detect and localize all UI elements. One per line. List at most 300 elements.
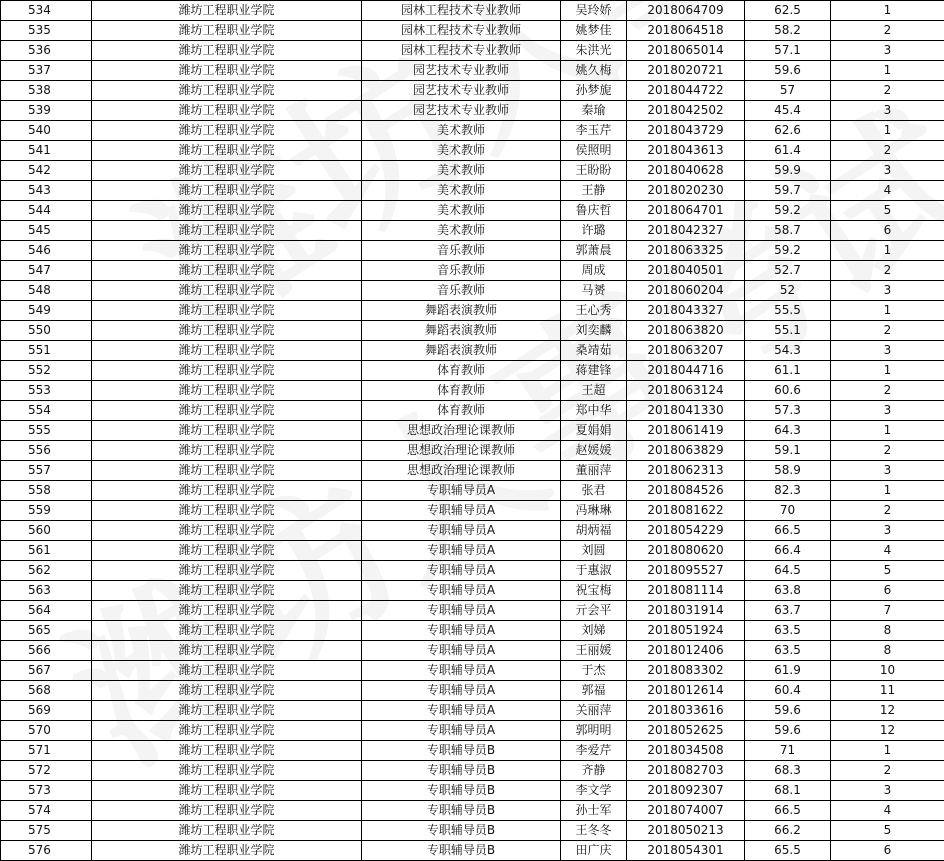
position-cell: 园林工程技术专业教师 [362, 21, 561, 41]
candidate-name-cell: 王心秀 [561, 301, 627, 321]
school-cell: 潍坊工程职业学院 [92, 201, 362, 221]
candidate-name-cell: 于惠淑 [561, 561, 627, 581]
position-cell: 园林工程技术专业教师 [362, 41, 561, 61]
exam-id-cell: 2018082703 [627, 761, 745, 781]
row-number-cell: 551 [1, 341, 92, 361]
table-row [1, 801, 944, 821]
school-cell: 潍坊工程职业学院 [92, 61, 362, 81]
rank-cell: 1 [831, 241, 944, 261]
position-cell: 美术教师 [362, 201, 561, 221]
score-cell: 62.5 [745, 1, 831, 21]
exam-id-cell: 2018081114 [627, 581, 745, 601]
rank-cell: 1 [831, 421, 944, 441]
candidate-name-cell: 姚久梅 [561, 61, 627, 81]
table-row [1, 721, 944, 741]
rank-cell: 3 [831, 461, 944, 481]
school-cell: 潍坊工程职业学院 [92, 441, 362, 461]
row-number-cell: 555 [1, 421, 92, 441]
table-row [1, 181, 944, 201]
position-cell: 音乐教师 [362, 241, 561, 261]
table-row [1, 81, 944, 101]
candidate-name-cell: 李文学 [561, 781, 627, 801]
rank-cell: 3 [831, 521, 944, 541]
school-cell: 潍坊工程职业学院 [92, 601, 362, 621]
school-cell: 潍坊工程职业学院 [92, 221, 362, 241]
score-cell: 58.2 [745, 21, 831, 41]
table-row [1, 741, 944, 761]
position-cell: 专职辅导员B [362, 741, 561, 761]
row-number-cell: 547 [1, 261, 92, 281]
school-cell: 潍坊工程职业学院 [92, 801, 362, 821]
candidate-name-cell: 田广庆 [561, 841, 627, 861]
score-cell: 60.6 [745, 381, 831, 401]
table-row [1, 201, 944, 221]
candidate-name-cell: 刘圆 [561, 541, 627, 561]
exam-id-cell: 2018081622 [627, 501, 745, 521]
school-cell: 潍坊工程职业学院 [92, 21, 362, 41]
position-cell: 专职辅导员B [362, 841, 561, 861]
position-cell: 园艺技术专业教师 [362, 81, 561, 101]
row-number-cell: 569 [1, 701, 92, 721]
exam-id-cell: 2018020721 [627, 61, 745, 81]
exam-id-cell: 2018061419 [627, 421, 745, 441]
rank-cell: 6 [831, 581, 944, 601]
rank-cell: 2 [831, 441, 944, 461]
candidate-name-cell: 姚梦佳 [561, 21, 627, 41]
score-cell: 70 [745, 501, 831, 521]
table-row [1, 441, 944, 461]
school-cell: 潍坊工程职业学院 [92, 561, 362, 581]
position-cell: 体育教师 [362, 381, 561, 401]
table-row [1, 341, 944, 361]
score-cell: 66.2 [745, 821, 831, 841]
score-cell: 61.1 [745, 361, 831, 381]
exam-id-cell: 2018083302 [627, 661, 745, 681]
rank-cell: 1 [831, 301, 944, 321]
candidate-name-cell: 王冬冬 [561, 821, 627, 841]
exam-id-cell: 2018063820 [627, 321, 745, 341]
school-cell: 潍坊工程职业学院 [92, 341, 362, 361]
candidate-name-cell: 董丽萍 [561, 461, 627, 481]
score-cell: 64.3 [745, 421, 831, 441]
row-number-cell: 566 [1, 641, 92, 661]
exam-id-cell: 2018020230 [627, 181, 745, 201]
school-cell: 潍坊工程职业学院 [92, 81, 362, 101]
row-number-cell: 536 [1, 41, 92, 61]
table-row [1, 321, 944, 341]
rank-cell: 3 [831, 341, 944, 361]
table-row [1, 581, 944, 601]
exam-id-cell: 2018041330 [627, 401, 745, 421]
position-cell: 专职辅导员A [362, 661, 561, 681]
candidate-name-cell: 亓会平 [561, 601, 627, 621]
score-cell: 68.1 [745, 781, 831, 801]
candidate-name-cell: 吴玲娇 [561, 1, 627, 21]
row-number-cell: 573 [1, 781, 92, 801]
position-cell: 专职辅导员A [362, 721, 561, 741]
candidate-name-cell: 王静 [561, 181, 627, 201]
position-cell: 专职辅导员B [362, 821, 561, 841]
row-number-cell: 575 [1, 821, 92, 841]
rank-cell: 5 [831, 561, 944, 581]
school-cell: 潍坊工程职业学院 [92, 301, 362, 321]
row-number-cell: 564 [1, 601, 92, 621]
school-cell: 潍坊工程职业学院 [92, 741, 362, 761]
table-row [1, 641, 944, 661]
candidate-name-cell: 郭萧晨 [561, 241, 627, 261]
position-cell: 专职辅导员A [362, 481, 561, 501]
school-cell: 潍坊工程职业学院 [92, 101, 362, 121]
exam-id-cell: 2018064701 [627, 201, 745, 221]
exam-id-cell: 2018050213 [627, 821, 745, 841]
rank-cell: 1 [831, 1, 944, 21]
candidate-name-cell: 胡炳福 [561, 521, 627, 541]
school-cell: 潍坊工程职业学院 [92, 121, 362, 141]
rank-cell: 3 [831, 781, 944, 801]
exam-id-cell: 2018043729 [627, 121, 745, 141]
table-row [1, 241, 944, 261]
table-row [1, 21, 944, 41]
candidate-name-cell: 李爱芹 [561, 741, 627, 761]
school-cell: 潍坊工程职业学院 [92, 621, 362, 641]
row-number-cell: 544 [1, 201, 92, 221]
row-number-cell: 539 [1, 101, 92, 121]
score-cell: 66.5 [745, 521, 831, 541]
score-cell: 64.5 [745, 561, 831, 581]
score-cell: 59.2 [745, 241, 831, 261]
score-cell: 57.1 [745, 41, 831, 61]
table-row [1, 401, 944, 421]
exam-id-cell: 2018034508 [627, 741, 745, 761]
position-cell: 体育教师 [362, 361, 561, 381]
candidate-name-cell: 赵媛媛 [561, 441, 627, 461]
rank-cell: 2 [831, 321, 944, 341]
position-cell: 美术教师 [362, 141, 561, 161]
score-cell: 62.6 [745, 121, 831, 141]
rank-cell: 2 [831, 381, 944, 401]
row-number-cell: 541 [1, 141, 92, 161]
school-cell: 潍坊工程职业学院 [92, 641, 362, 661]
table-row [1, 261, 944, 281]
candidate-name-cell: 孙士军 [561, 801, 627, 821]
position-cell: 专职辅导员B [362, 801, 561, 821]
rank-cell: 3 [831, 41, 944, 61]
candidate-name-cell: 夏娟娟 [561, 421, 627, 441]
results-table-body [1, 1, 944, 861]
school-cell: 潍坊工程职业学院 [92, 781, 362, 801]
candidate-name-cell: 刘奕麟 [561, 321, 627, 341]
school-cell: 潍坊工程职业学院 [92, 461, 362, 481]
position-cell: 专职辅导员A [362, 681, 561, 701]
candidate-name-cell: 祝宝梅 [561, 581, 627, 601]
position-cell: 专职辅导员A [362, 701, 561, 721]
row-number-cell: 550 [1, 321, 92, 341]
school-cell: 潍坊工程职业学院 [92, 541, 362, 561]
position-cell: 体育教师 [362, 401, 561, 421]
score-cell: 66.5 [745, 801, 831, 821]
exam-id-cell: 2018095527 [627, 561, 745, 581]
position-cell: 思想政治理论课教师 [362, 421, 561, 441]
school-cell: 潍坊工程职业学院 [92, 681, 362, 701]
row-number-cell: 562 [1, 561, 92, 581]
exam-id-cell: 2018052625 [627, 721, 745, 741]
exam-id-cell: 2018062313 [627, 461, 745, 481]
school-cell: 潍坊工程职业学院 [92, 721, 362, 741]
score-cell: 71 [745, 741, 831, 761]
rank-cell: 8 [831, 641, 944, 661]
candidate-name-cell: 刘娣 [561, 621, 627, 641]
table-row [1, 41, 944, 61]
position-cell: 园艺技术专业教师 [362, 61, 561, 81]
row-number-cell: 557 [1, 461, 92, 481]
row-number-cell: 556 [1, 441, 92, 461]
school-cell: 潍坊工程职业学院 [92, 481, 362, 501]
exam-id-cell: 2018043613 [627, 141, 745, 161]
table-row [1, 561, 944, 581]
row-number-cell: 534 [1, 1, 92, 21]
score-cell: 59.7 [745, 181, 831, 201]
position-cell: 美术教师 [362, 181, 561, 201]
school-cell: 潍坊工程职业学院 [92, 421, 362, 441]
school-cell: 潍坊工程职业学院 [92, 661, 362, 681]
rank-cell: 5 [831, 201, 944, 221]
exam-id-cell: 2018043327 [627, 301, 745, 321]
table-row [1, 281, 944, 301]
rank-cell: 2 [831, 21, 944, 41]
row-number-cell: 546 [1, 241, 92, 261]
score-cell: 65.5 [745, 841, 831, 861]
candidate-name-cell: 许璐 [561, 221, 627, 241]
rank-cell: 3 [831, 161, 944, 181]
rank-cell: 3 [831, 101, 944, 121]
score-cell: 82.3 [745, 481, 831, 501]
score-cell: 63.8 [745, 581, 831, 601]
position-cell: 舞蹈表演教师 [362, 341, 561, 361]
row-number-cell: 571 [1, 741, 92, 761]
position-cell: 专职辅导员A [362, 541, 561, 561]
candidate-name-cell: 郑中华 [561, 401, 627, 421]
score-cell: 52 [745, 281, 831, 301]
table-row [1, 161, 944, 181]
school-cell: 潍坊工程职业学院 [92, 521, 362, 541]
exam-id-cell: 2018084526 [627, 481, 745, 501]
school-cell: 潍坊工程职业学院 [92, 841, 362, 861]
score-cell: 55.5 [745, 301, 831, 321]
candidate-name-cell: 齐静 [561, 761, 627, 781]
exam-id-cell: 2018063829 [627, 441, 745, 461]
school-cell: 潍坊工程职业学院 [92, 701, 362, 721]
exam-id-cell: 2018040501 [627, 261, 745, 281]
rank-cell: 3 [831, 401, 944, 421]
row-number-cell: 561 [1, 541, 92, 561]
exam-id-cell: 2018051924 [627, 621, 745, 641]
rank-cell: 1 [831, 741, 944, 761]
rank-cell: 2 [831, 501, 944, 521]
row-number-cell: 560 [1, 521, 92, 541]
position-cell: 思想政治理论课教师 [362, 441, 561, 461]
row-number-cell: 543 [1, 181, 92, 201]
candidate-name-cell: 周成 [561, 261, 627, 281]
candidate-name-cell: 马赟 [561, 281, 627, 301]
score-cell: 55.1 [745, 321, 831, 341]
position-cell: 专职辅导员A [362, 501, 561, 521]
row-number-cell: 540 [1, 121, 92, 141]
rank-cell: 2 [831, 81, 944, 101]
exam-id-cell: 2018065014 [627, 41, 745, 61]
row-number-cell: 576 [1, 841, 92, 861]
school-cell: 潍坊工程职业学院 [92, 181, 362, 201]
position-cell: 专职辅导员A [362, 561, 561, 581]
exam-id-cell: 2018092307 [627, 781, 745, 801]
position-cell: 园艺技术专业教师 [362, 101, 561, 121]
score-cell: 57.3 [745, 401, 831, 421]
position-cell: 专职辅导员A [362, 641, 561, 661]
score-cell: 60.4 [745, 681, 831, 701]
row-number-cell: 545 [1, 221, 92, 241]
candidate-name-cell: 于杰 [561, 661, 627, 681]
candidate-name-cell: 张君 [561, 481, 627, 501]
exam-id-cell: 2018033616 [627, 701, 745, 721]
school-cell: 潍坊工程职业学院 [92, 41, 362, 61]
rank-cell: 4 [831, 541, 944, 561]
table-row [1, 381, 944, 401]
exam-id-cell: 2018063124 [627, 381, 745, 401]
score-cell: 52.7 [745, 261, 831, 281]
table-row [1, 141, 944, 161]
score-cell: 61.4 [745, 141, 831, 161]
position-cell: 专职辅导员B [362, 781, 561, 801]
row-number-cell: 567 [1, 661, 92, 681]
position-cell: 专职辅导员B [362, 761, 561, 781]
school-cell: 潍坊工程职业学院 [92, 321, 362, 341]
school-cell: 潍坊工程职业学院 [92, 261, 362, 281]
table-row [1, 821, 944, 841]
candidate-name-cell: 桑靖茹 [561, 341, 627, 361]
exam-id-cell: 2018031914 [627, 601, 745, 621]
rank-cell: 11 [831, 681, 944, 701]
rank-cell: 4 [831, 801, 944, 821]
row-number-cell: 572 [1, 761, 92, 781]
row-number-cell: 574 [1, 801, 92, 821]
rank-cell: 4 [831, 181, 944, 201]
table-row [1, 701, 944, 721]
table-row [1, 521, 944, 541]
position-cell: 美术教师 [362, 161, 561, 181]
score-cell: 45.4 [745, 101, 831, 121]
rank-cell: 12 [831, 721, 944, 741]
rank-cell: 2 [831, 761, 944, 781]
row-number-cell: 548 [1, 281, 92, 301]
school-cell: 潍坊工程职业学院 [92, 821, 362, 841]
score-cell: 61.9 [745, 661, 831, 681]
score-cell: 68.3 [745, 761, 831, 781]
table-row [1, 1, 944, 21]
school-cell: 潍坊工程职业学院 [92, 581, 362, 601]
row-number-cell: 558 [1, 481, 92, 501]
table-row [1, 421, 944, 441]
position-cell: 专职辅导员A [362, 581, 561, 601]
position-cell: 专职辅导员A [362, 621, 561, 641]
school-cell: 潍坊工程职业学院 [92, 381, 362, 401]
candidate-name-cell: 冯琳琳 [561, 501, 627, 521]
exam-id-cell: 2018054301 [627, 841, 745, 861]
rank-cell: 5 [831, 821, 944, 841]
rank-cell: 12 [831, 701, 944, 721]
rank-cell: 1 [831, 61, 944, 81]
score-cell: 63.7 [745, 601, 831, 621]
candidate-name-cell: 秦瑜 [561, 101, 627, 121]
position-cell: 思想政治理论课教师 [362, 461, 561, 481]
candidate-name-cell: 郭福 [561, 681, 627, 701]
position-cell: 舞蹈表演教师 [362, 321, 561, 341]
table-row [1, 841, 944, 861]
table-row [1, 121, 944, 141]
score-cell: 59.6 [745, 701, 831, 721]
table-row [1, 781, 944, 801]
row-number-cell: 553 [1, 381, 92, 401]
table-row [1, 541, 944, 561]
exam-id-cell: 2018064709 [627, 1, 745, 21]
rank-cell: 1 [831, 361, 944, 381]
row-number-cell: 549 [1, 301, 92, 321]
row-number-cell: 568 [1, 681, 92, 701]
exam-id-cell: 2018042327 [627, 221, 745, 241]
rank-cell: 1 [831, 121, 944, 141]
position-cell: 美术教师 [362, 221, 561, 241]
exam-id-cell: 2018012614 [627, 681, 745, 701]
score-cell: 66.4 [745, 541, 831, 561]
candidate-name-cell: 李玉芹 [561, 121, 627, 141]
exam-id-cell: 2018054229 [627, 521, 745, 541]
position-cell: 专职辅导员A [362, 521, 561, 541]
score-cell: 54.3 [745, 341, 831, 361]
school-cell: 潍坊工程职业学院 [92, 281, 362, 301]
exam-id-cell: 2018063325 [627, 241, 745, 261]
rank-cell: 10 [831, 661, 944, 681]
rank-cell: 6 [831, 841, 944, 861]
candidate-name-cell: 关丽萍 [561, 701, 627, 721]
rank-cell: 2 [831, 141, 944, 161]
candidate-name-cell: 孙梦旎 [561, 81, 627, 101]
exam-id-cell: 2018044722 [627, 81, 745, 101]
score-cell: 63.5 [745, 641, 831, 661]
school-cell: 潍坊工程职业学院 [92, 761, 362, 781]
score-cell: 58.7 [745, 221, 831, 241]
score-cell: 59.2 [745, 201, 831, 221]
table-row [1, 761, 944, 781]
exam-id-cell: 2018042502 [627, 101, 745, 121]
score-cell: 58.9 [745, 461, 831, 481]
score-cell: 59.6 [745, 61, 831, 81]
table-row [1, 661, 944, 681]
exam-id-cell: 2018012406 [627, 641, 745, 661]
candidate-name-cell: 王盼盼 [561, 161, 627, 181]
school-cell: 潍坊工程职业学院 [92, 1, 362, 21]
table-row [1, 501, 944, 521]
row-number-cell: 554 [1, 401, 92, 421]
exam-id-cell: 2018044716 [627, 361, 745, 381]
exam-id-cell: 2018074007 [627, 801, 745, 821]
row-number-cell: 565 [1, 621, 92, 641]
row-number-cell: 552 [1, 361, 92, 381]
exam-id-cell: 2018060204 [627, 281, 745, 301]
candidate-name-cell: 蒋建锋 [561, 361, 627, 381]
table-row [1, 601, 944, 621]
row-number-cell: 538 [1, 81, 92, 101]
score-cell: 63.5 [745, 621, 831, 641]
row-number-cell: 563 [1, 581, 92, 601]
school-cell: 潍坊工程职业学院 [92, 401, 362, 421]
